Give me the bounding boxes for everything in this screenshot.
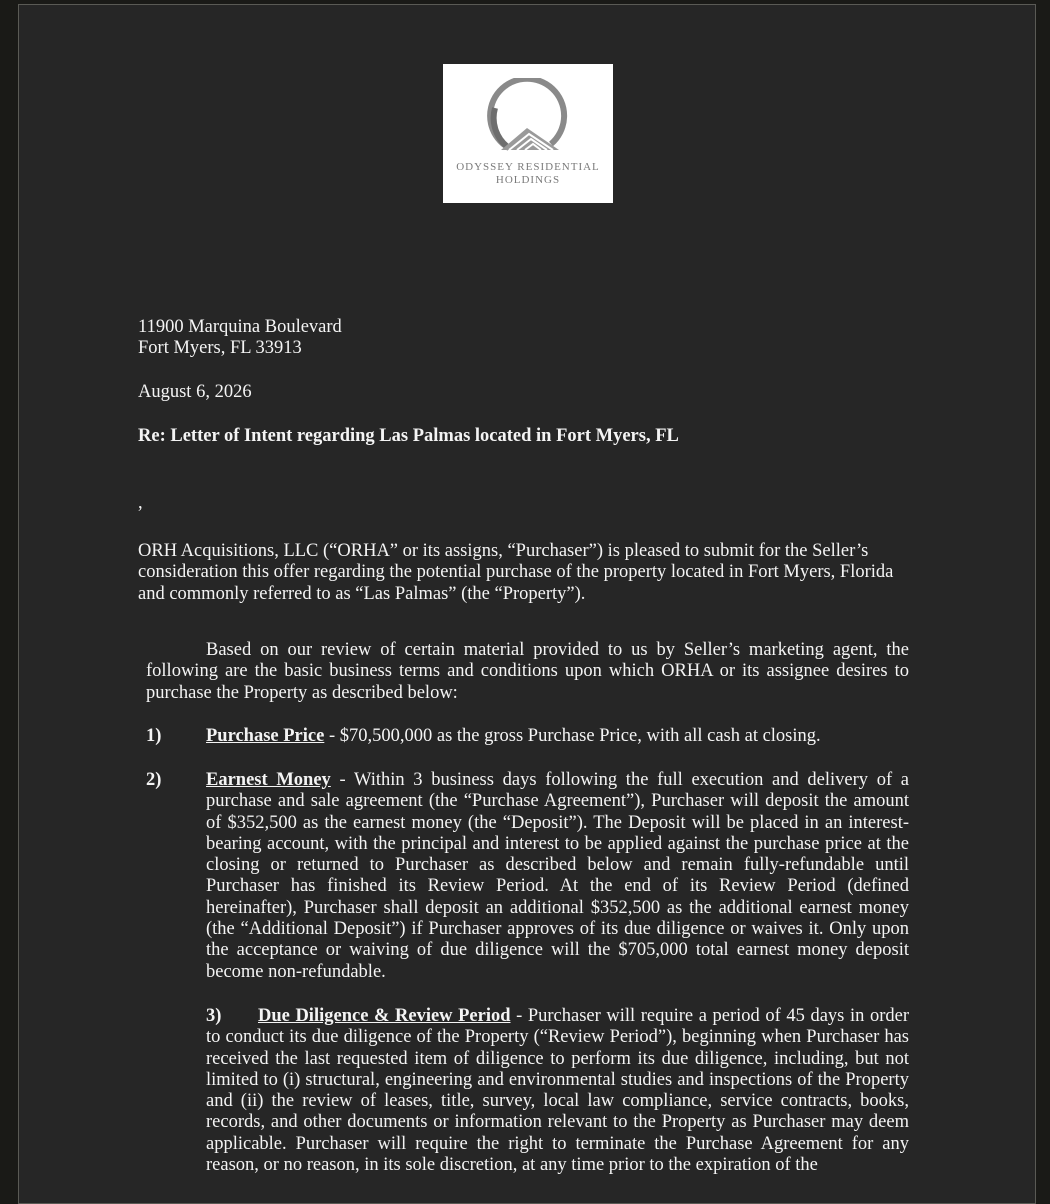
intro-paragraph: ORH Acquisitions, LLC (“ORHA” or its assigns, “Purchaser”) is pleased to submit for the Seller’s consideration this offer regarding the potential purchase of the property located in Fort Myers, Florida and commonly referred to as “Las Palmas” (the “Property”). [138,541,894,604]
company-logo [443,64,613,203]
term-3-number: 3) [206,1006,222,1026]
address-line-1: 11900 Marquina Boulevard [138,317,342,337]
logo-text-line1: ODYSSEY RESIDENTIAL [456,161,600,173]
logo-text-line2: HOLDINGS [495,174,561,186]
term-2-number: 2) [146,770,162,790]
address-block [138,317,342,360]
term-2-paragraph [206,770,909,983]
term-1-number: 1) [146,726,162,746]
re-line: Re: Letter of Intent regarding Las Palmas located in Fort Myers, FL [138,426,679,446]
term-1-heading: Purchase Price [206,726,325,746]
address-line-2: Fort Myers, FL 33913 [138,338,302,359]
term-3-paragraph [206,1006,909,1176]
term-1-text: - $70,500,000 as the gross Purchase Price, with all cash at closing. [324,726,821,746]
basis-paragraph: Based on our review of certain material provided to us by Seller’s marketing agent, the following are the basic business terms and conditions upon which ORHA or its assignee desires to purchase the Property as described below: [146,640,909,703]
letter-date: August 6, 2026 [138,382,252,402]
odyssey-o-mountain-logo-icon [483,78,573,170]
term-1-paragraph [206,726,909,747]
salutation: , [138,493,143,513]
document-page [18,4,1036,1204]
term-3-heading: Due Diligence & Review Period [258,1006,511,1026]
term-3-text: - Purchaser will require a period of 45 days in order to conduct its due diligence of the Property (“Review Period”), beginning when Purchaser has received the last requested item of diligence to perform its due diligence, including, but not limited to (i) structural, engineering and environmental studies and inspections of the Property and (ii) the review of leases, title, survey, local law compliance, service contracts, books, records, and other documents or information relevant to the Property as Purchaser may deem applicable. Purchaser will require the right to terminate the Purchase Agreement for any reason, or no reason, in its sole discretion, at any time prior to the expiration of the [206,1006,909,1176]
term-2-heading: Earnest Money [206,770,331,790]
term-2-text: - Within 3 business days following the full execution and delivery of a purchase and sale agreement (the “Purchase Agreement”), Purchaser will deposit the amount of $352,500 as the earnest money (the “Deposit”). The Deposit will be placed in an interest-bearing account, with the principal and interest to be applied against the purchase price at the closing or returned to Purchaser as described below and remain fully-refundable until Purchaser has finished its Review Period. At the end of its Review Period (defined hereinafter), Purchaser shall deposit an additional $352,500 as the additional earnest money (the “Additional Deposit”) if Purchaser approves of its due diligence or waives it. Only upon the acceptance or waiving of due diligence will the $705,000 total earnest money deposit become non-refundable. [206,770,910,982]
